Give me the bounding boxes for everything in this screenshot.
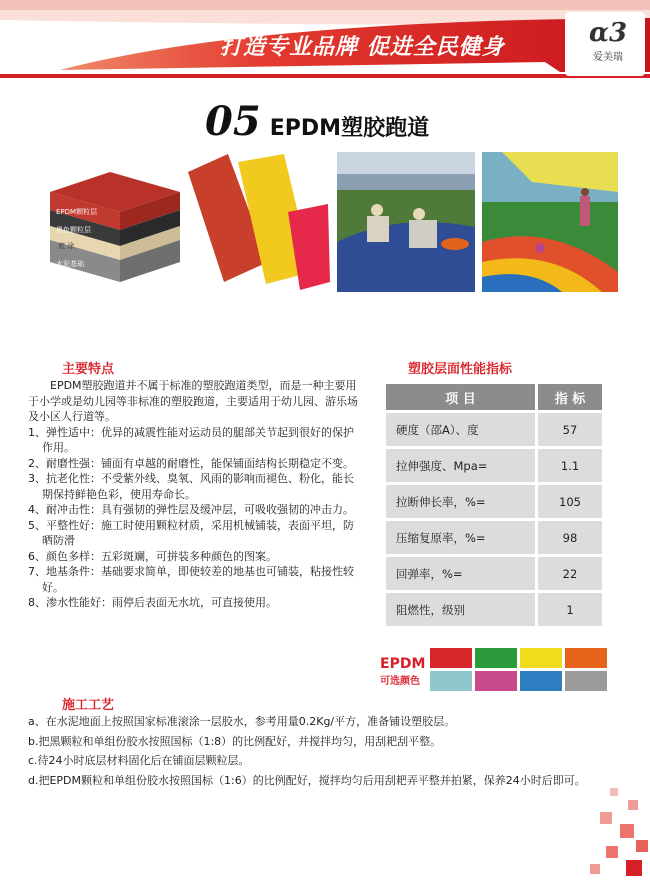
table-row: [386, 592, 602, 627]
feature-item: 5、平整性好：施工时使用颗粒材质，采用机械铺装，表面平坦，防晒防滑: [28, 518, 354, 547]
row-name: 硬度（邵A）、度: [386, 412, 537, 448]
performance-heading: 塑胶层面性能指标: [408, 362, 513, 377]
construction-step: d.把EPDM颗粒和单组份胶水按照国标（1:6）的比例配好，搅拌均匀后用刮耙弄平整并拍紧，保养24小时后即可。: [28, 773, 586, 787]
performance-table: [386, 384, 602, 626]
color-options-label: [380, 656, 425, 687]
table-header-row: [386, 384, 602, 412]
feature-item: 8、渗水性能好：雨停后表面无水坑，可直接使用。: [28, 596, 277, 609]
features-intro: EPDM塑胶跑道并不属于标准的塑胶跑道类型，而是一种主要用于小学或是幼儿园等非标准的塑胶跑道，主要适用于幼儿园、游乐场及小区人行道等。: [28, 379, 358, 423]
table-row: [386, 412, 602, 448]
construction-heading: 施工工艺: [62, 698, 115, 713]
construction-text: [28, 714, 598, 788]
color-swatch: [475, 671, 517, 691]
row-value: 57: [537, 412, 603, 448]
brand-name: 爱美瑞: [593, 52, 623, 63]
row-value: 98: [537, 520, 603, 556]
color-swatch: [430, 671, 472, 691]
decorative-squares: [540, 780, 650, 882]
feature-item: 4、耐冲击性：具有强韧的弹性层及缓冲层，可吸收强韧的冲击力。: [28, 503, 354, 516]
layer-structure-photo: [40, 152, 180, 292]
logo-mark: ɑ3: [588, 18, 628, 48]
column-header-item: 项 目: [386, 384, 537, 412]
epdm-label: EPDM: [380, 656, 426, 672]
brand-logo: [578, 18, 638, 70]
feature-item: 2、耐磨性强：铺面有卓越的耐磨性，能保铺面结构长期稳定不变。: [28, 456, 354, 470]
row-value: 22: [537, 556, 603, 592]
color-swatch: [565, 648, 607, 668]
title-number: 05: [205, 98, 261, 145]
feature-item: 1、弹性适中：优异的减震性能对运动员的腿部关节起到很好的保护作用。: [28, 425, 354, 454]
color-swatches: [430, 648, 610, 691]
features-heading: 主要特点: [62, 362, 115, 377]
color-samples-photo: [188, 152, 330, 292]
row-name: 拉伸强度、Mpa=: [386, 448, 537, 484]
construction-step: b.把黑颗粒和单组份胶水按照国标（1:8）的比例配好，并搅拌均匀，用刮耙刮平整。: [28, 734, 442, 748]
construction-step: a、在水泥地面上按照国家标准滚涂一层胶水，参考用量0.2Kg/平方，准备铺设塑胶层。: [28, 715, 456, 728]
row-value: 1: [537, 592, 603, 627]
row-name: 拉断伸长率，%=: [386, 484, 537, 520]
layer-label: 黑色颗粒层: [56, 226, 91, 234]
feature-item: 3、抗老化性：不受紫外线、臭氧、风雨的影响而褪色、粉化，能长期保持鲜艳色彩，使用寿命长。: [28, 472, 354, 501]
color-swatch: [565, 671, 607, 691]
construction-step: c.待24小时底层材料固化后在铺面层颗粒层。: [28, 754, 250, 767]
table-row: [386, 556, 602, 592]
color-swatch: [520, 648, 562, 668]
header-slogan: 打造专业品牌 促进全民健身: [220, 35, 505, 60]
playground-photo: [482, 152, 618, 292]
row-name: 回弹率，%=: [386, 556, 537, 592]
color-swatch: [430, 648, 472, 668]
layer-label: 水泥基础: [56, 260, 84, 268]
column-header-value: 指 标: [537, 384, 603, 412]
page-title: [205, 98, 429, 145]
row-name: 压缩复原率，%=: [386, 520, 537, 556]
feature-item: 7、地基条件：基础要求简单，即使较差的地基也可铺装，粘接性较好。: [28, 565, 354, 594]
row-value: 105: [537, 484, 603, 520]
features-text: [28, 378, 360, 611]
row-value: 1.1: [537, 448, 603, 484]
feature-item: 6、颜色多样：五彩斑斓，可拼装多种颜色的图案。: [28, 549, 277, 563]
layer-label: 底 涂: [58, 242, 75, 250]
layer-label: EPDM颗粒层: [56, 208, 98, 216]
table-row: [386, 484, 602, 520]
row-name: 阻燃性，级别: [386, 592, 537, 627]
workers-photo: [337, 152, 475, 292]
color-swatch: [520, 671, 562, 691]
title-text: EPDM塑胶跑道: [269, 116, 430, 141]
color-swatch: [475, 648, 517, 668]
table-row: [386, 520, 602, 556]
optional-colors-label: 可选颜色: [380, 676, 420, 687]
table-row: [386, 448, 602, 484]
